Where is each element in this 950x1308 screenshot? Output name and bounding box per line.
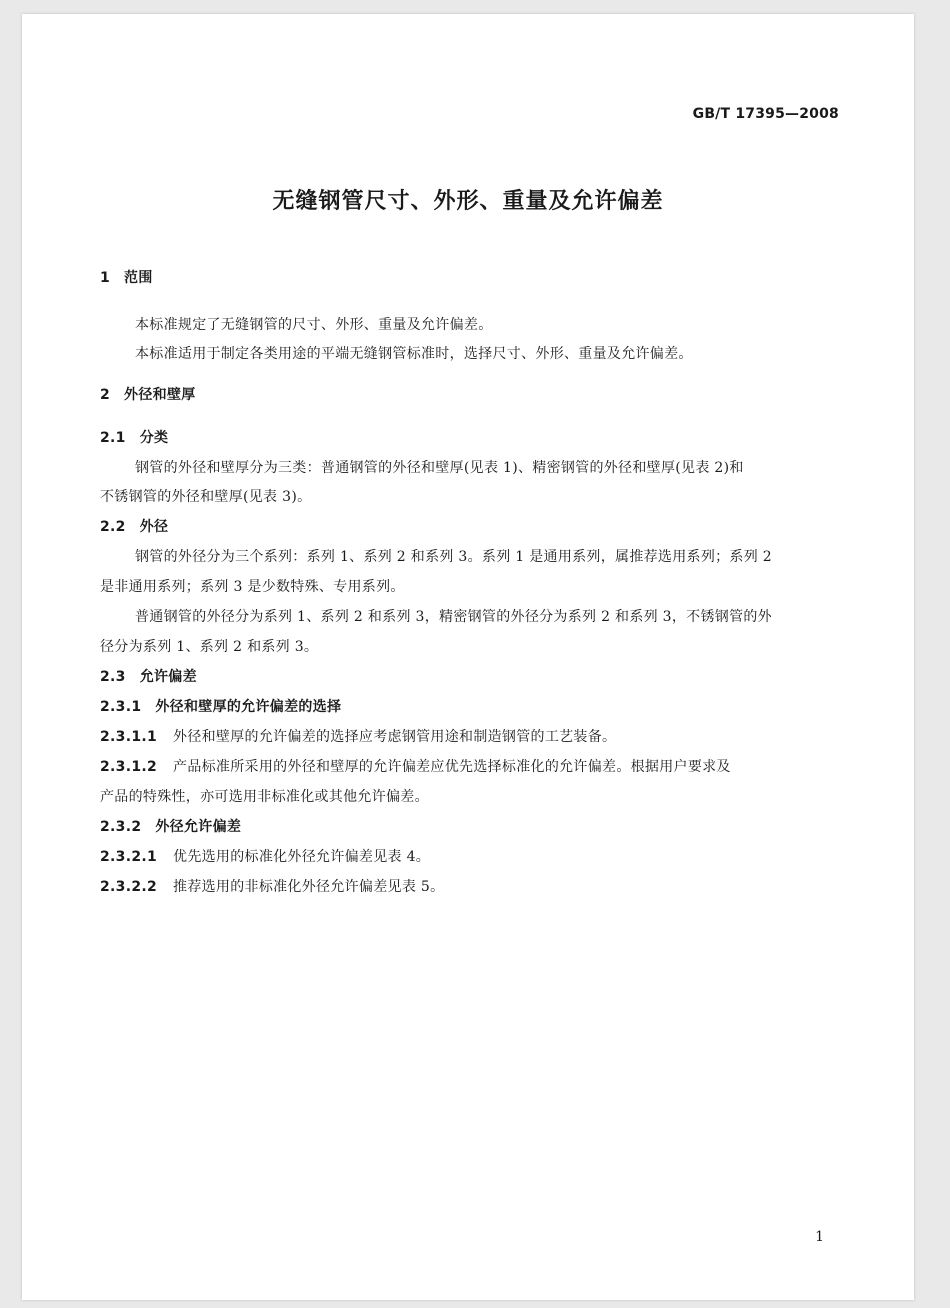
clause-2-3-1-1 <box>100 727 616 747</box>
clause-2-3-2-1 <box>100 847 430 867</box>
page-number: 1 <box>815 1229 824 1245</box>
section-2-3-1-heading <box>100 697 341 717</box>
paragraph-line: 产品的特殊性，亦可选用非标准化或其他允许偏差。 <box>100 789 429 805</box>
section-number: 1 <box>100 270 111 286</box>
section-1-heading <box>100 268 153 288</box>
section-2-1-heading <box>100 428 168 448</box>
clause-text: 优先选用的标准化外径允许偏差见表 4。 <box>173 849 431 865</box>
section-title: 允许偏差 <box>139 669 197 685</box>
section-number: 2.1 <box>100 430 126 446</box>
section-title: 外径允许偏差 <box>155 819 242 835</box>
paragraph-line: 普通钢管的外径分为系列 1、系列 2 和系列 3，精密钢管的外径分为系列 2 和系列 3，不锈钢管的外 <box>135 609 772 625</box>
paragraph-line: 径分为系列 1、系列 2 和系列 3。 <box>100 639 319 655</box>
paragraph: 本标准规定了无缝钢管的尺寸、外形、重量及允许偏差。 <box>135 317 493 333</box>
section-number: 2.2 <box>100 519 126 535</box>
paragraph-line: 钢管的外径分为三个系列：系列 1、系列 2 和系列 3。系列 1 是通用系列，属推荐选用系列；系列 2 <box>135 549 772 565</box>
section-2-3-2-heading <box>100 817 241 837</box>
clause-number: 2.3.2.2 <box>100 879 158 895</box>
section-2-3-heading <box>100 667 197 687</box>
clause-number: 2.3.1.1 <box>100 729 158 745</box>
section-number: 2.3.1 <box>100 699 142 715</box>
section-number: 2.3.2 <box>100 819 142 835</box>
section-title: 分类 <box>139 430 169 446</box>
document-page <box>22 14 914 1300</box>
section-title: 外径和壁厚的允许偏差的选择 <box>155 699 342 715</box>
clause-2-3-1-2 <box>100 757 731 777</box>
section-2-2-heading <box>100 517 168 537</box>
clause-text: 产品标准所采用的外径和壁厚的允许偏差应优先选择标准化的允许偏差。根据用户要求及 <box>173 759 731 775</box>
section-title: 范围 <box>124 270 153 286</box>
section-2-heading <box>100 385 196 405</box>
section-number: 2.3 <box>100 669 126 685</box>
clause-number: 2.3.2.1 <box>100 849 158 865</box>
clause-text: 推荐选用的非标准化外径允许偏差见表 5。 <box>173 879 445 895</box>
paragraph-line: 是非通用系列；系列 3 是少数特殊、专用系列。 <box>100 579 405 595</box>
paragraph-line: 钢管的外径和壁厚分为三类：普通钢管的外径和壁厚(见表 1)、精密钢管的外径和壁厚(见表 2)和 <box>135 460 744 476</box>
section-title: 外径和壁厚 <box>124 387 196 403</box>
paragraph-line: 不锈钢管的外径和壁厚(见表 3)。 <box>100 489 312 505</box>
section-number: 2 <box>100 387 111 403</box>
clause-number: 2.3.1.2 <box>100 759 158 775</box>
clause-2-3-2-2 <box>100 877 444 897</box>
section-title: 外径 <box>139 519 169 535</box>
paragraph: 本标准适用于制定各类用途的平端无缝钢管标准时，选择尺寸、外形、重量及允许偏差。 <box>135 346 693 362</box>
standard-code: GB/T 17395—2008 <box>692 106 839 122</box>
clause-text: 外径和壁厚的允许偏差的选择应考虑钢管用途和制造钢管的工艺装备。 <box>173 729 617 745</box>
document-title: 无缝钢管尺寸、外形、重量及允许偏差 <box>272 189 664 214</box>
